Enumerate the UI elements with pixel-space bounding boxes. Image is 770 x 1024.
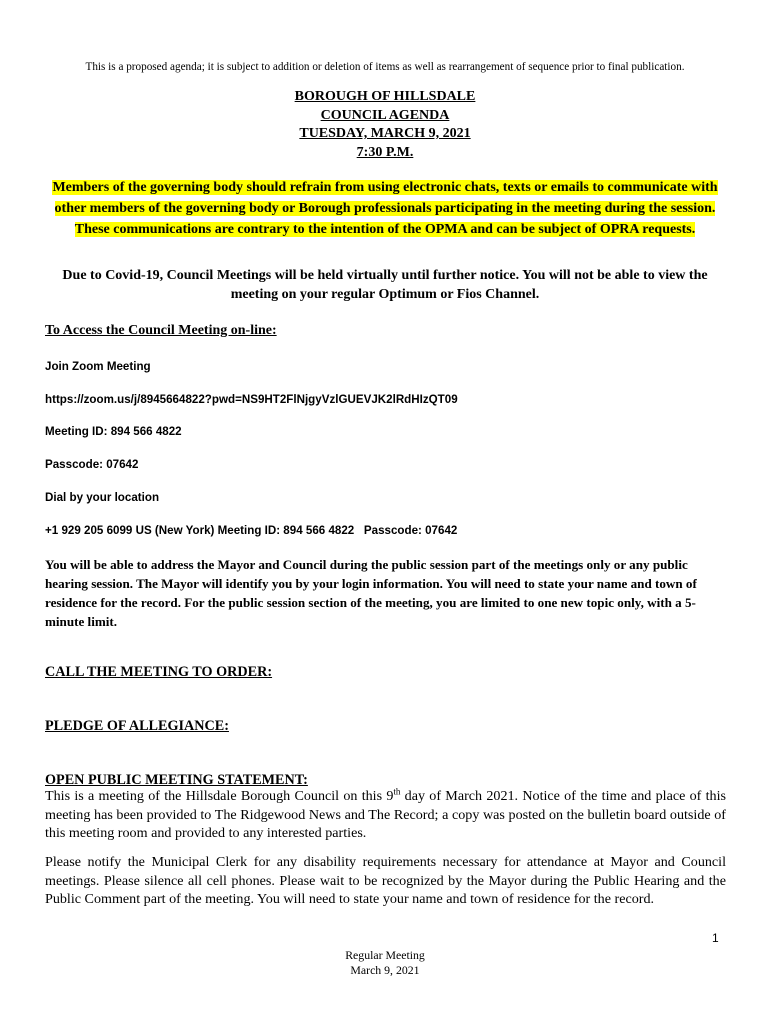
highlighted-notice-text: Members of the governing body should refrain from using electronic chats, texts or emails to communicate with other members of the governing body or Borough professionals participating in the meeting during the session. These communications are contrary to the intention of the OPMA and can be subject of OPRA requests. — [52, 180, 718, 237]
call-to-order-heading: CALL THE MEETING TO ORDER: — [45, 664, 273, 680]
access-heading: To Access the Council Meeting on-line: — [45, 323, 277, 338]
zoom-meeting-id: Meeting ID: 894 566 4822 — [45, 425, 182, 438]
page-footer — [0, 948, 770, 978]
page-number: 1 — [712, 931, 719, 945]
title-borough: BOROUGH OF HILLSDALE — [294, 89, 476, 104]
zoom-meeting-link[interactable]: https://zoom.us/j/89456648​22?pwd=NS9HT2FlNjgyVzlGUEVJK2lRdHIzQT09 — [45, 393, 458, 406]
opma-heading: OPEN PUBLIC MEETING STATEMENT: — [45, 772, 308, 788]
agenda-title-block — [0, 88, 770, 162]
pledge-heading: PLEDGE OF ALLEGIANCE: — [45, 718, 229, 734]
title-time: 7:30 P.M. — [356, 144, 414, 160]
footer-date: March 9, 2021 — [350, 963, 420, 977]
zoom-join-label: Join Zoom Meeting — [45, 360, 151, 373]
public-session-notice: You will be able to address the Mayor and Council during the public session part of the meetings only or any public hearing session. The Mayor will identify you by your login information. You will need to state your name and town of residence for the record. For the public session section of the meeting, you are limited to one new topic only, with a 5-minute limit. — [45, 557, 697, 629]
title-date: TUESDAY, MARCH 9, 2021 — [299, 126, 471, 141]
zoom-passcode: Passcode: 07642 — [45, 458, 139, 471]
covid-notice: Due to Covid-19, Council Meetings will be held virtually until further notice. You will not be able to view the meeting on your regular Optimum or Fios Channel. — [62, 268, 708, 302]
opma-statement: This is a meeting of the Hillsdale Borough Council on this 9th day of March 2021. Notice of the time and place of this meeting has been provided to The Ridgewood News and The Record; a copy was posted on the bulletin board outside of this meeting room and provided to any interested parties. — [45, 786, 726, 841]
disability-notice: Please notify the Municipal Clerk for any disability requirements necessary for attendance at Mayor and Council meetings. Please silence all cell phones. Please wait to be recognized by the Mayor during the Public Hearing and the Public Comment part of the meeting. You will need to state your name and town of residence for the record. — [45, 854, 726, 907]
electronic-communication-notice — [40, 177, 730, 240]
disclaimer-text: This is a proposed agenda; it is subject to addition or deletion of items as well as rearrangement of sequence prior to final publication. — [85, 61, 685, 73]
footer-meeting-type: Regular Meeting — [345, 948, 425, 962]
dial-by-location-label: Dial by your location — [45, 491, 160, 504]
title-council-agenda: COUNCIL AGENDA — [320, 107, 450, 123]
dial-in-number: +1 929 205 6099 US (New York) Meeting ID: 894 566 4822 Passcode: 07642 — [45, 524, 458, 537]
